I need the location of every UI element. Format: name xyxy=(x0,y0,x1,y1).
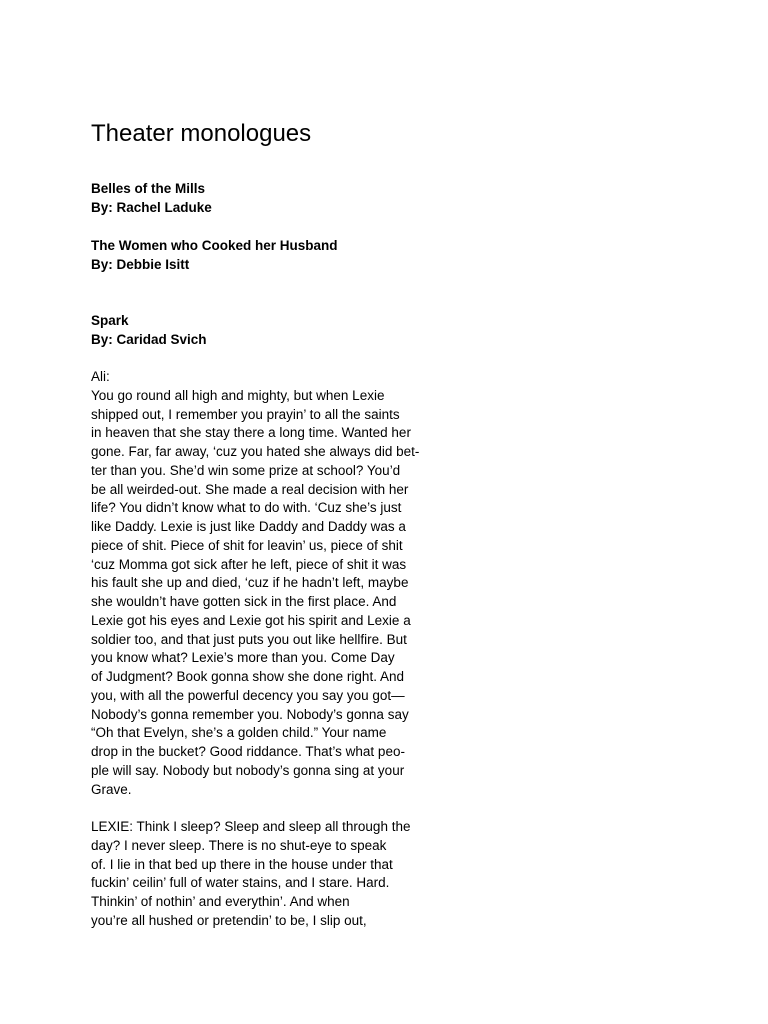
monologue-ali xyxy=(91,368,511,799)
play-author: By: Caridad Svich xyxy=(91,332,207,347)
text-line: Nobody’s gonna remember you. Nobody’s gonna say xyxy=(91,706,409,722)
text-line: You go round all high and mighty, but when Lexie xyxy=(91,387,385,403)
play-entry-belles xyxy=(91,179,511,217)
monologue-lexie xyxy=(91,818,511,931)
text-line: like Daddy. Lexie is just like Daddy and Daddy was a xyxy=(91,519,406,534)
text-line: you, with all the powerful decency you say you got— xyxy=(91,687,405,703)
text-line: she wouldn’t have gotten sick in the first place. And xyxy=(91,594,397,609)
text-line: of. I lie in that bed up there in the house under that xyxy=(91,856,393,872)
play-entry-women xyxy=(91,236,511,274)
text-line: you’re all hushed or pretendin’ to be, I slip out, xyxy=(91,912,367,928)
document-title: Theater monologues xyxy=(91,120,312,147)
document-page xyxy=(91,119,511,931)
monologue-text xyxy=(91,818,511,931)
text-line: Thinkin’ of nothin’ and everythin’. And when xyxy=(91,894,350,909)
play-title: Spark xyxy=(91,313,129,328)
text-line: fuckin’ ceilin’ full of water stains, and I stare. Hard. xyxy=(91,875,390,891)
text-line: ‘cuz Momma got sick after he left, piece of shit it was xyxy=(91,556,407,572)
text-line: LEXIE: Think I sleep? Sleep and sleep all through the xyxy=(91,819,411,834)
text-line: you know what? Lexie’s more than you. Come Day xyxy=(91,650,395,666)
play-author: By: Rachel Laduke xyxy=(91,200,212,215)
text-line: soldier too, and that just puts you out like hellfire. But xyxy=(91,631,407,647)
play-title: The Women who Cooked her Husband xyxy=(91,238,338,253)
speaker-name: Ali: xyxy=(91,369,110,384)
text-line: Grave. xyxy=(91,781,132,797)
text-line: “Oh that Evelyn, she’s a golden child.” Your name xyxy=(91,725,387,741)
text-line: in heaven that she stay there a long time. Wanted her xyxy=(91,425,411,441)
text-line: day? I never sleep. There is no shut-eye to speak xyxy=(91,837,387,853)
paragraph-gap xyxy=(91,799,511,818)
text-line: Lexie got his eyes and Lexie got his spirit and Lexie a xyxy=(91,612,411,628)
text-line: shipped out, I remember you prayin’ to all the saints xyxy=(91,406,400,422)
text-line: drop in the bucket? Good riddance. That’s what peo- xyxy=(91,744,405,759)
text-line: gone. Far, far away, ‘cuz you hated she always did bet- xyxy=(91,444,420,459)
monologue-text xyxy=(91,387,511,800)
play-author: By: Debbie Isitt xyxy=(91,257,190,272)
text-line: be all weirded-out. She made a real decision with her xyxy=(91,481,409,497)
text-line: ter than you. She’d win some prize at school? You’d xyxy=(91,462,401,478)
play-entry-spark xyxy=(91,311,511,349)
text-line: of Judgment? Book gonna show she done right. And xyxy=(91,669,404,684)
text-line: piece of shit. Piece of shit for leavin’ us, piece of shit xyxy=(91,537,403,553)
text-line: his fault she up and died, ‘cuz if he hadn’t left, maybe xyxy=(91,575,409,591)
text-line: ple will say. Nobody but nobody’s gonna sing at your xyxy=(91,762,405,778)
text-line: life? You didn’t know what to do with. ‘Cuz she’s just xyxy=(91,500,402,516)
play-title: Belles of the Mills xyxy=(91,181,206,196)
